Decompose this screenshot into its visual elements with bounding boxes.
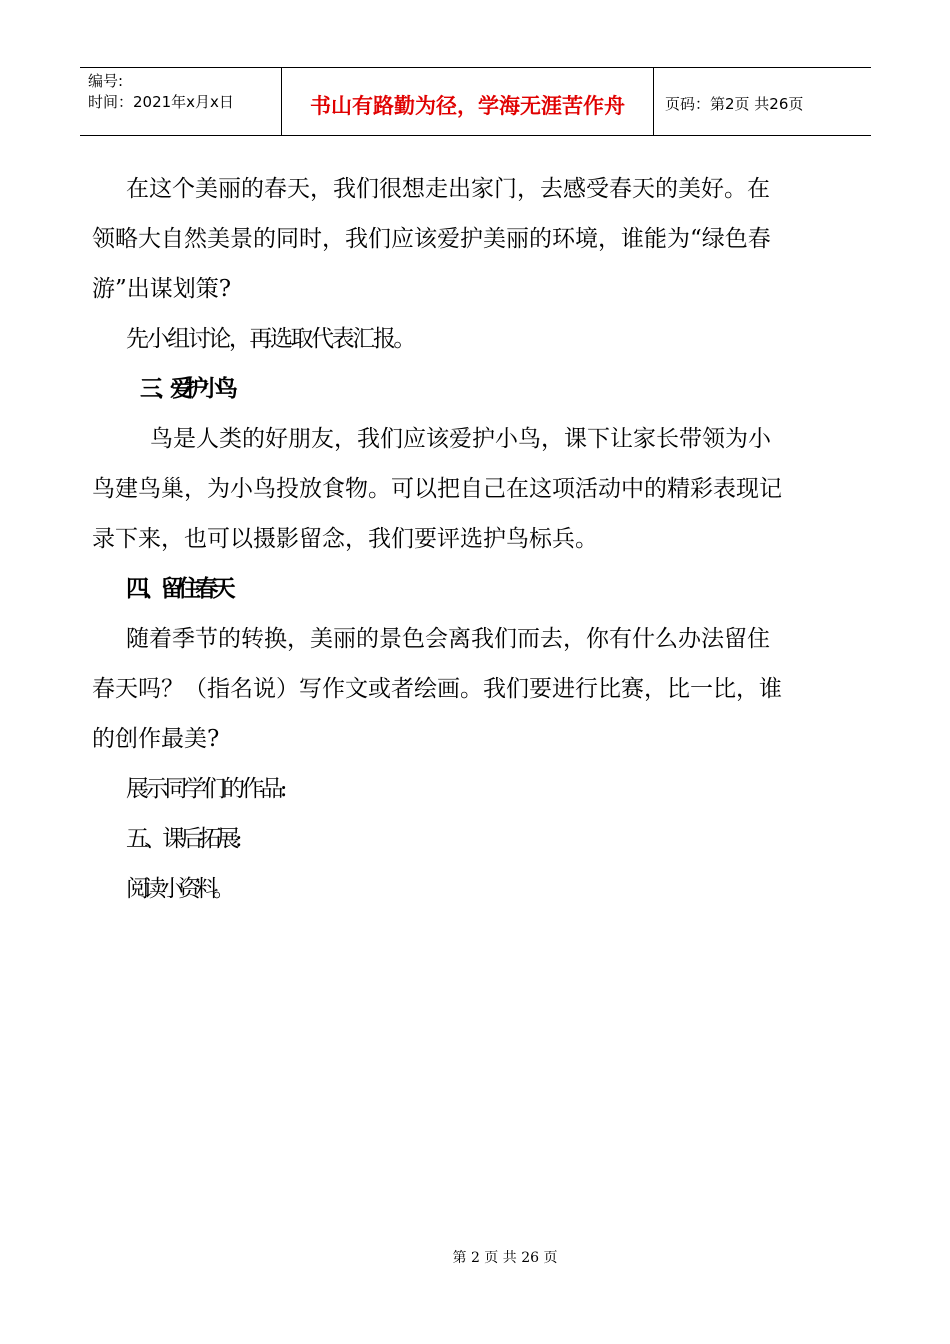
paragraph-line: [150, 420, 918, 453]
page-footer: 第 2 页 共 26 页: [452, 1250, 558, 1266]
text-span: 在这个美丽的春天，我们很想走出家门，去感受春天的美好。在: [126, 176, 770, 202]
paragraph-line: 先小组讨论，再选取代表汇报。: [126, 326, 414, 352]
paragraph-line: 阅读小资料。: [126, 876, 230, 902]
paragraph-line: [92, 220, 860, 253]
paragraph-line: [92, 720, 860, 753]
header-page-info: 页码：第2页 共26页: [665, 95, 804, 113]
paragraph-line: 五、课后拓展:: [126, 826, 238, 852]
text-span: 随着季节的转换，美丽的景色会离我们而去，你有什么办法留住: [126, 626, 770, 652]
paragraph-line: [92, 270, 860, 303]
id-label: 编号:: [88, 72, 124, 90]
header-meta: [80, 68, 282, 135]
section-heading: 四、留住春天: [126, 576, 230, 602]
paragraph-line: 展示同学们的作品:: [126, 776, 284, 802]
paragraph-line: [126, 170, 860, 203]
text-span: 春天吗？（指名说）写作文或者绘画。我们要进行比赛，比一比，谁: [92, 676, 782, 702]
text-span: 领略大自然美景的同时，我们应该爱护美丽的环境，谁能为“绿色春: [92, 226, 771, 252]
paragraph-line: [126, 620, 894, 653]
text-span: 的创作最美?: [92, 726, 220, 752]
paragraph-line: [92, 520, 860, 553]
date-label: 时间：2021年x月x日: [88, 93, 234, 111]
section-heading: 三、爱护小鸟: [140, 376, 230, 402]
text-span: 鸟是人类的好朋友，我们应该爱护小鸟，课下让家长带领为小: [150, 426, 771, 452]
paragraph-line: [92, 670, 860, 703]
text-span: 游”出谋划策?: [92, 276, 232, 302]
page-header: [80, 67, 871, 136]
paragraph-line: [92, 470, 860, 503]
text-span: 录下来，也可以摄影留念，我们要评选护鸟标兵。: [92, 526, 598, 552]
header-motto: 书山有路勤为径，学海无涯苦作舟: [282, 68, 654, 135]
text-span: 鸟建鸟巢，为小鸟投放食物。可以把自己在这项活动中的精彩表现记: [92, 476, 782, 502]
